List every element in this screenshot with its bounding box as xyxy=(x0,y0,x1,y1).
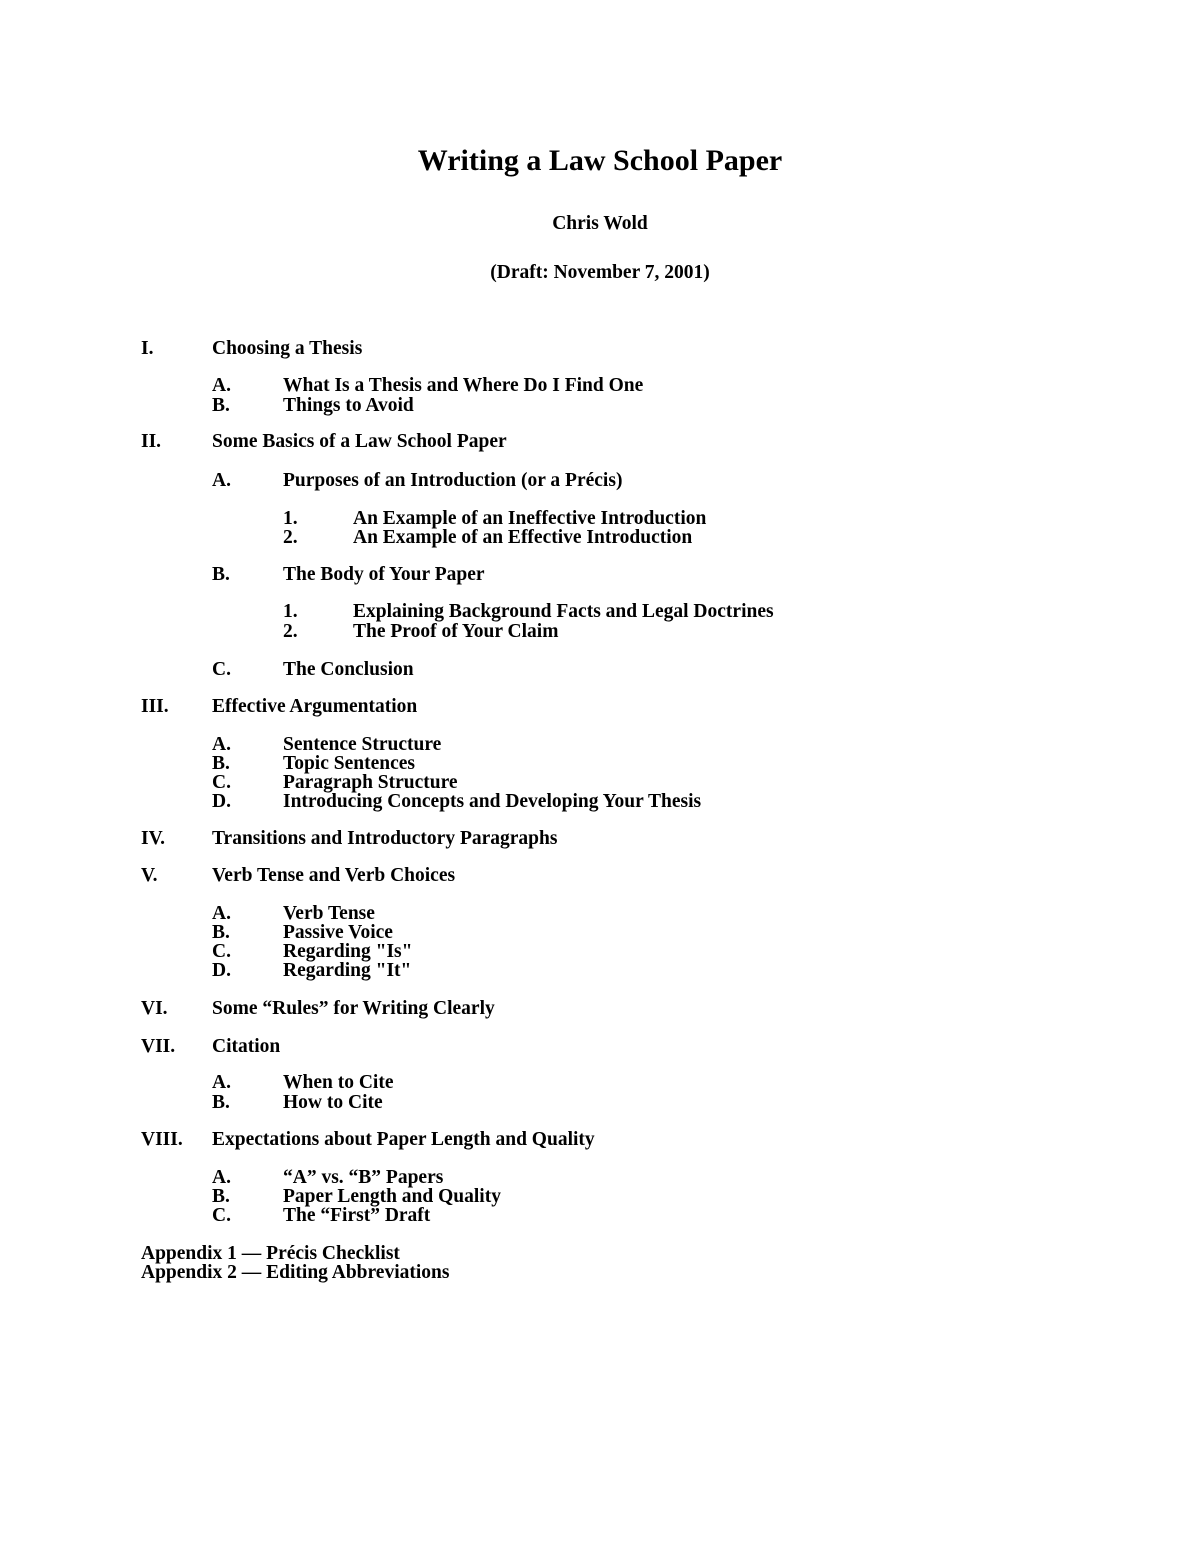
toc-section-4 xyxy=(0,828,1200,850)
toc-heading: Regarding "It" xyxy=(283,960,412,981)
toc-heading: The Proof of Your Claim xyxy=(353,621,559,642)
toc-heading: Things to Avoid xyxy=(283,395,414,416)
toc-number: C. xyxy=(212,772,231,793)
toc-section-3 xyxy=(0,696,1200,718)
toc-number: VII. xyxy=(141,1036,176,1057)
toc-number: A. xyxy=(212,470,231,491)
toc-heading: “A” vs. “B” Papers xyxy=(283,1167,444,1188)
toc-subsection xyxy=(0,395,1200,417)
toc-number: I. xyxy=(141,338,154,359)
toc-number: B. xyxy=(212,1092,230,1113)
toc-heading: Sentence Structure xyxy=(283,734,442,755)
toc-heading: The Conclusion xyxy=(283,659,414,680)
toc-number: A. xyxy=(212,375,231,396)
toc-subsection xyxy=(0,1092,1200,1114)
toc-heading: Topic Sentences xyxy=(283,753,415,774)
toc-heading: Expectations about Paper Length and Quality xyxy=(212,1129,595,1150)
toc-heading: When to Cite xyxy=(283,1072,394,1093)
toc-number: C. xyxy=(212,941,231,962)
toc-heading: An Example of an Ineffective Introduction xyxy=(353,508,707,529)
toc-subsubsection xyxy=(0,527,1200,549)
toc-number: B. xyxy=(212,1186,230,1207)
toc-subsection xyxy=(0,791,1200,813)
toc-heading: What Is a Thesis and Where Do I Find One xyxy=(283,375,644,396)
toc-number: 1. xyxy=(283,508,298,529)
appendix-1: Appendix 1 — Précis Checklist xyxy=(141,1243,400,1264)
toc-number: A. xyxy=(212,903,231,924)
toc-subsection xyxy=(0,659,1200,681)
toc-number: D. xyxy=(212,791,231,812)
toc-number: 1. xyxy=(283,601,298,622)
toc-subsection xyxy=(0,470,1200,492)
toc-number: 2. xyxy=(283,527,298,548)
toc-number: A. xyxy=(212,1072,231,1093)
toc-section-5 xyxy=(0,865,1200,887)
toc-heading: Paragraph Structure xyxy=(283,772,458,793)
toc-heading: Verb Tense xyxy=(283,903,375,924)
toc-number: A. xyxy=(212,1167,231,1188)
toc-heading: Explaining Background Facts and Legal Doctrines xyxy=(353,601,774,622)
toc-subsection xyxy=(0,564,1200,586)
author-name: Chris Wold xyxy=(552,213,648,234)
toc-number: A. xyxy=(212,734,231,755)
toc-heading: Introducing Concepts and Developing Your Thesis xyxy=(283,791,702,812)
toc-heading: The “First” Draft xyxy=(283,1205,431,1226)
appendix-2: Appendix 2 — Editing Abbreviations xyxy=(141,1262,450,1283)
toc-number: D. xyxy=(212,960,231,981)
toc-heading: Citation xyxy=(212,1036,281,1057)
toc-heading: Transitions and Introductory Paragraphs xyxy=(212,828,558,849)
draft-date: (Draft: November 7, 2001) xyxy=(490,262,710,283)
toc-heading: Effective Argumentation xyxy=(212,696,418,717)
toc-heading: Some Basics of a Law School Paper xyxy=(212,431,507,452)
toc-heading: Some “Rules” for Writing Clearly xyxy=(212,998,495,1019)
toc-subsubsection xyxy=(0,601,1200,623)
toc-number: V. xyxy=(141,865,158,886)
toc-number: B. xyxy=(212,753,230,774)
toc-subsection xyxy=(0,960,1200,982)
toc-heading: Choosing a Thesis xyxy=(212,338,363,359)
toc-heading: Passive Voice xyxy=(283,922,393,943)
toc-number: 2. xyxy=(283,621,298,642)
toc-number: VIII. xyxy=(141,1129,183,1150)
toc-heading: An Example of an Effective Introduction xyxy=(353,527,693,548)
toc-section-7 xyxy=(0,1036,1200,1058)
toc-section-2 xyxy=(0,431,1200,453)
toc-section-6 xyxy=(0,998,1200,1020)
toc-heading: Purposes of an Introduction (or a Précis) xyxy=(283,470,623,491)
toc-number: B. xyxy=(212,922,230,943)
toc-number: II. xyxy=(141,431,162,452)
toc-number: VI. xyxy=(141,998,168,1019)
toc-number: B. xyxy=(212,564,230,585)
toc-heading: The Body of Your Paper xyxy=(283,564,485,585)
toc-subsection xyxy=(0,1205,1200,1227)
toc-heading: How to Cite xyxy=(283,1092,383,1113)
toc-heading: Paper Length and Quality xyxy=(283,1186,501,1207)
toc-heading: Regarding "Is" xyxy=(283,941,413,962)
toc-number: IV. xyxy=(141,828,166,849)
toc-number: B. xyxy=(212,395,230,416)
toc-number: III. xyxy=(141,696,169,717)
toc-heading: Verb Tense and Verb Choices xyxy=(212,865,456,886)
toc-section-8 xyxy=(0,1129,1200,1151)
toc-number: C. xyxy=(212,1205,231,1226)
toc-subsection xyxy=(0,375,1200,397)
toc-subsection xyxy=(0,1072,1200,1094)
toc-section-1 xyxy=(0,338,1200,360)
page-title: Writing a Law School Paper xyxy=(417,144,783,177)
toc-number: C. xyxy=(212,659,231,680)
toc-subsubsection xyxy=(0,621,1200,643)
